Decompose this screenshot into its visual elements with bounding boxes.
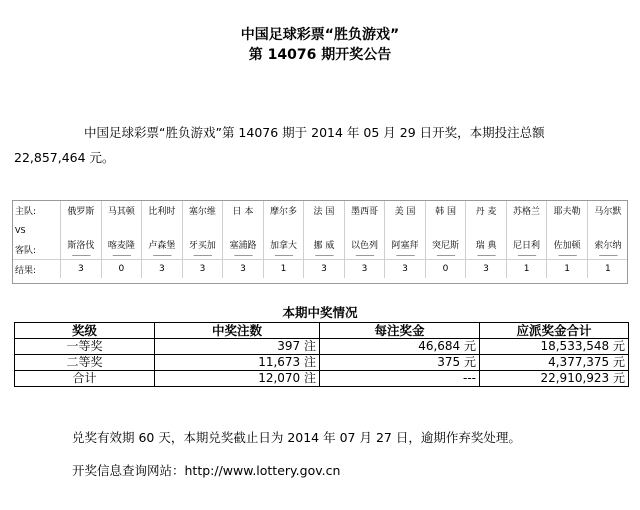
home-team: 马尔默 [587,200,628,221]
match-result: 1 [547,260,588,279]
home-team: 比利时 [142,200,183,221]
prize-per-bet: --- [320,371,480,387]
away-cell [344,239,385,260]
away-cell [101,239,142,260]
prize-count: 12,070 注 [155,371,320,387]
match-result: 0 [101,260,142,279]
prize-row [15,371,629,387]
home-team: 日 本 [223,200,264,221]
away-cell [263,239,304,260]
vs-cell [547,221,588,239]
home-team: 墨西哥 [344,200,385,221]
prize-level: 二等奖 [15,355,155,371]
away-team: 挪 威 [313,240,335,251]
home-team: 丹 麦 [466,200,507,221]
separator-dash: ——— [71,250,90,259]
vs-cell [101,221,142,239]
vs-cell [506,221,547,239]
away-team: 斯洛伐 [67,240,95,251]
prize-table [14,322,629,387]
match-result: 0 [425,260,466,279]
separator-dash: ——— [517,250,536,259]
home-team: 马其顿 [101,200,142,221]
result-row [12,260,628,279]
home-team: 塞尔维 [182,200,223,221]
away-team: 突尼斯 [432,240,460,251]
home-team: 摩尔多 [263,200,304,221]
prize-caption: 本期中奖情况 [282,305,358,320]
separator-dash: ——— [436,250,455,259]
header-count: 中奖注数 [155,323,320,339]
separator-dash: ——— [558,250,577,259]
away-team: 塞浦路 [229,240,257,251]
separator-dash: ——— [112,250,131,259]
home-team: 法 国 [304,200,345,221]
vs-cell [425,221,466,239]
match-result: 3 [385,260,426,279]
header-per-bet: 每注奖金 [320,323,480,339]
away-team: 喀麦隆 [107,240,135,251]
away-team: 加拿大 [269,240,297,251]
vs-cell [344,221,385,239]
vs-cell [61,221,102,239]
intro-line-1: 中国足球彩票“胜负游戏”第 14076 期于 2014 年 05 月 29 日开奖，本期投注总额 [84,125,545,140]
prize-row [15,355,629,371]
away-cell [223,239,264,260]
separator-dash: ——— [396,250,414,259]
away-team: 以色列 [350,240,378,251]
separator-dash: ——— [152,250,171,259]
prize-total: 4,377,375 元 [480,355,629,371]
vs-cell [223,221,264,239]
prize-total: 18,533,548 元 [480,339,629,355]
prize-level: 合计 [15,371,155,387]
separator-dash: ——— [193,250,212,259]
away-cell [182,239,223,260]
validity-notice: 兑奖有效期 60 天，本期兑奖截止日为 2014 年 07 月 27 日，逾期作弃奖处理。 [72,430,521,445]
vs-cell [263,221,304,239]
away-cell [425,239,466,260]
separator-dash: ——— [274,250,293,259]
away-label: 客队: [15,245,37,256]
home-team-row [12,200,628,221]
prize-row [15,339,629,355]
away-team: 卢森堡 [148,240,176,251]
result-label: 结果: [12,260,61,279]
separator-dash: ——— [314,250,333,259]
prize-level: 一等奖 [15,339,155,355]
prize-per-bet: 375 元 [320,355,480,371]
match-result: 3 [304,260,345,279]
match-result: 1 [587,260,628,279]
vs-row [12,221,628,239]
away-cell [61,239,102,260]
intro-line-2: 22,857,464 元。 [14,150,115,165]
prize-total: 22,910,923 元 [480,371,629,387]
away-team: 佐加顿 [553,240,581,251]
away-cell [506,239,547,260]
home-team: 俄罗斯 [61,200,102,221]
prize-count: 397 注 [155,339,320,355]
vs-cell [142,221,183,239]
home-team: 韩 国 [425,200,466,221]
vs-cell [304,221,345,239]
match-result: 3 [61,260,102,279]
website-info: 开奖信息查询网站：http://www.lottery.gov.cn [72,463,341,478]
announcement-subtitle: 第 14076 期开奖公告 [248,47,392,63]
separator-dash: ——— [355,250,374,259]
match-result: 3 [182,260,223,279]
away-cell [385,239,426,260]
vs-cell [385,221,426,239]
away-team: 阿塞拜 [391,240,419,251]
away-cell [547,239,588,260]
away-team: 瑞 典 [475,240,497,251]
vs-cell [182,221,223,239]
home-team: 美 国 [385,200,426,221]
match-result: 3 [344,260,385,279]
away-cell [587,239,628,260]
match-result: 1 [263,260,304,279]
match-result: 3 [223,260,264,279]
away-cell [304,239,345,260]
away-team-row [12,239,628,260]
away-team: 尼日利 [513,240,541,251]
separator-dash: ——— [598,250,617,259]
match-result: 3 [466,260,507,279]
vs-label: VS [15,225,26,235]
prize-per-bet: 46,684 元 [320,339,480,355]
matches-table [12,200,628,278]
prize-count: 11,673 注 [155,355,320,371]
match-result: 1 [506,260,547,279]
separator-dash: ——— [233,250,252,259]
home-label: 主队: [15,207,37,217]
separator-dash: ——— [477,250,496,259]
home-team: 苏格兰 [506,200,547,221]
vs-cell [587,221,628,239]
away-cell [142,239,183,260]
header-level: 奖级 [15,323,155,339]
match-result: 3 [142,260,183,279]
vs-cell [466,221,507,239]
header-total: 应派奖金合计 [480,323,629,339]
away-team: 索尔纳 [594,240,622,251]
away-cell [466,239,507,260]
home-team: 耶夫勒 [547,200,588,221]
away-team: 牙买加 [188,240,216,251]
announcement-title: 中国足球彩票“胜负游戏” [240,27,400,43]
prize-header-row [15,323,629,339]
